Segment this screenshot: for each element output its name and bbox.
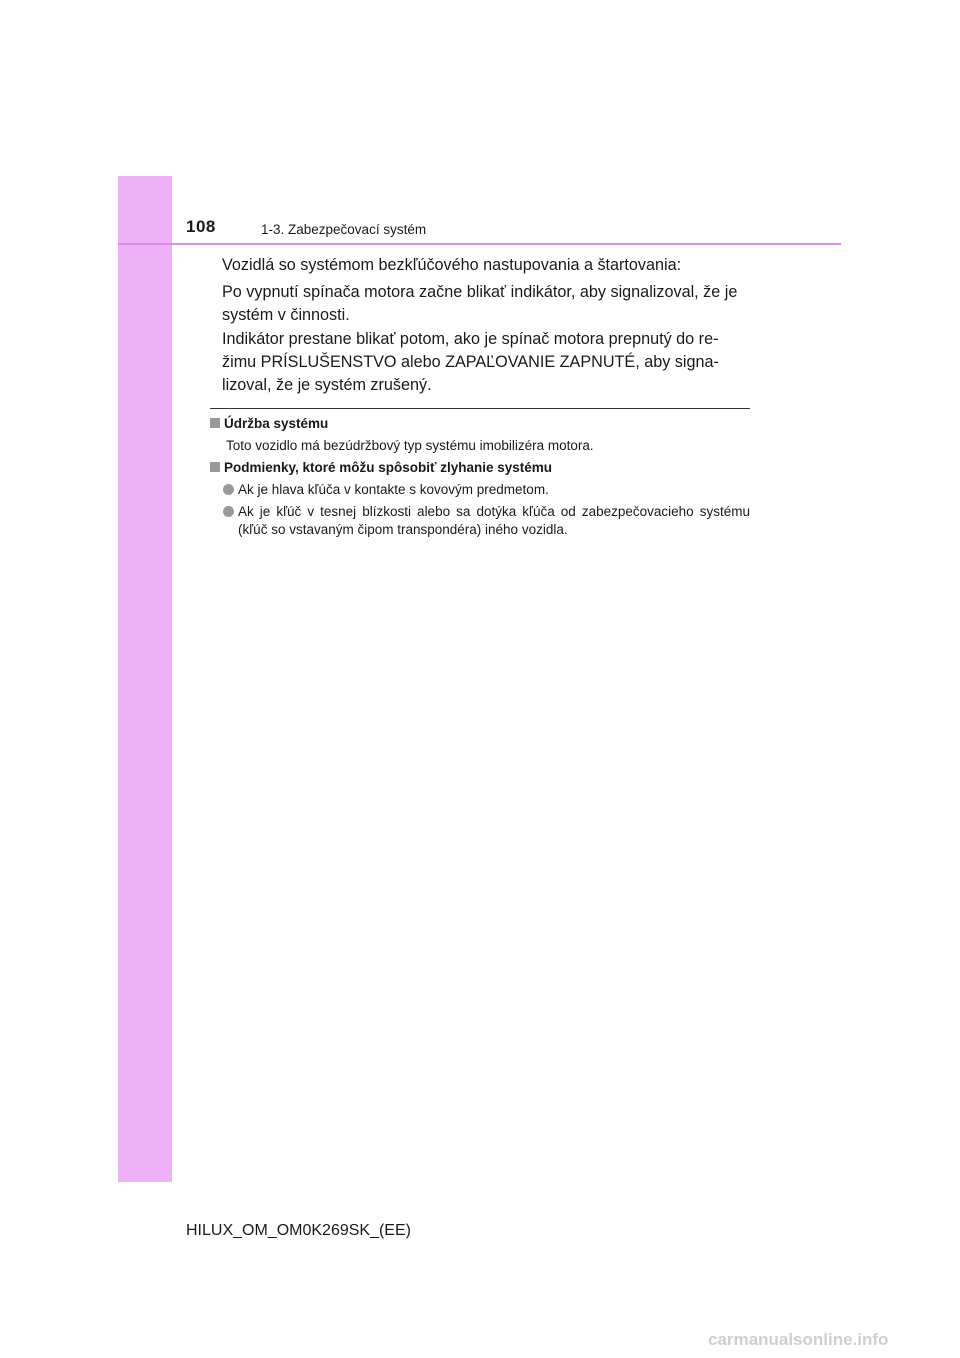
footer-doc-code: HILUX_OM_OM0K269SK_(EE): [186, 1222, 411, 1239]
page-number: 108: [186, 217, 216, 236]
note-heading-malfunction: [210, 459, 552, 477]
list-item-text: Ak je kľúč v tesnej blízkosti alebo sa dotýka kľúča od zabezpečovacieho systému (kľúč so vstavaným čipom transpondéra) iného vozidla.: [238, 504, 750, 537]
list-item: [223, 503, 750, 539]
note-heading-malfunction-text: Podmienky, ktoré môžu spôsobiť zlyhanie systému: [224, 460, 553, 475]
note-heading-maintenance: [210, 415, 328, 433]
notes-divider: [210, 408, 750, 409]
note-heading-maintenance-text: Údržba systému: [224, 416, 329, 431]
chapter-sidebar-tab: [118, 176, 172, 1182]
circle-bullet-icon: [223, 506, 234, 517]
square-bullet-icon: [210, 462, 220, 472]
body-paragraph-indicator-on: Po vypnutí spínača motora začne blikať indikátor, aby signalizoval, že je systém v činnosti.: [222, 283, 738, 324]
list-item-text: Ak je hlava kľúča v kontakte s kovovým predmetom.: [238, 482, 549, 497]
body-paragraph-indicator-off: Indikátor prestane blikať potom, ako je spínač motora prepnutý do re-žimu PRÍSLUŠENSTVO alebo ZAPAĽOVANIE ZAPNUTÉ, aby signa-lizoval, že je systém zrušený.: [222, 330, 719, 394]
body-paragraph-vehicles: Vozidlá so systémom bezkľúčového nastupovania a štartovania:: [222, 256, 682, 274]
header-divider: [118, 243, 841, 245]
square-bullet-icon: [210, 418, 220, 428]
circle-bullet-icon: [223, 484, 234, 495]
list-item: [223, 481, 750, 499]
section-title: 1-3. Zabezpečovací systém: [261, 222, 427, 237]
watermark: carmanualsonline.info: [708, 1330, 889, 1349]
note-text-maintenance: Toto vozidlo má bezúdržbový typ systému imobilizéra motora.: [226, 438, 594, 453]
